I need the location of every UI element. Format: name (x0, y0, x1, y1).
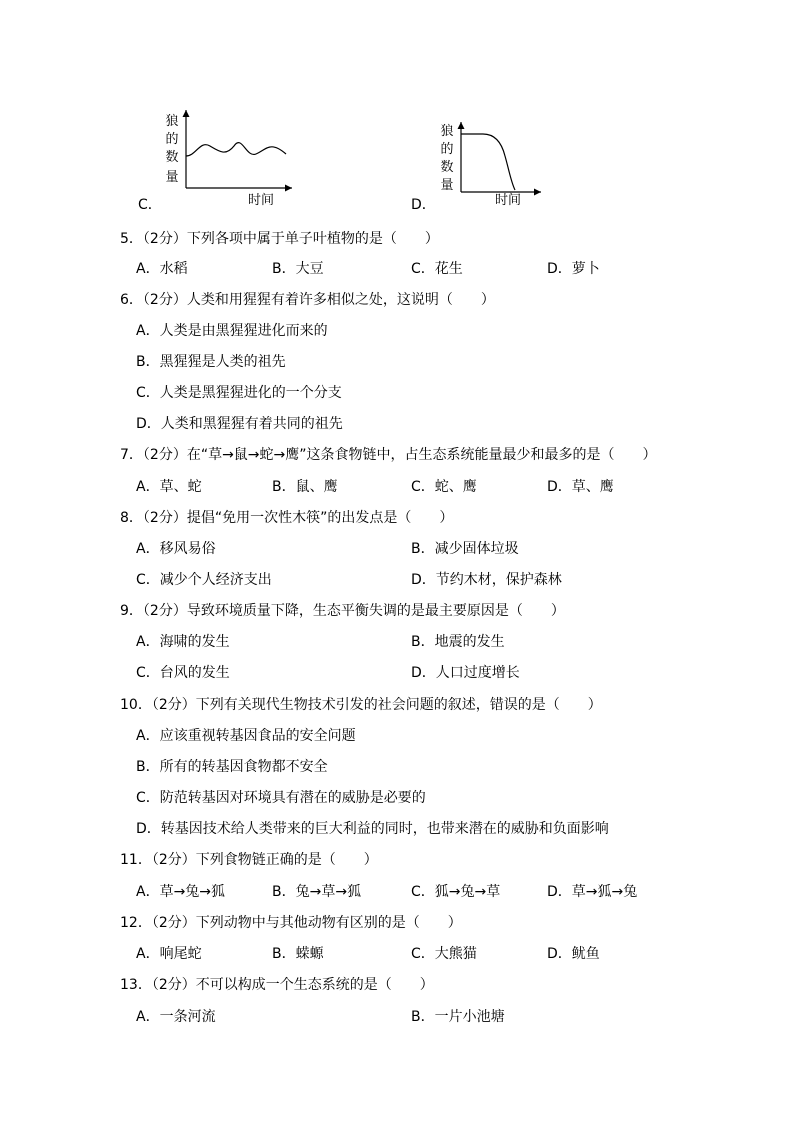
graph-c-letter: C． (138, 197, 162, 213)
graph-d-y-label-2: 的 (440, 142, 454, 157)
graph-c-x-label: 时间 (248, 193, 275, 208)
question-10-option-a: A．应该重视转基因食品的安全问题 (136, 728, 356, 744)
question-12-option-a: A．响尾蛇 (136, 946, 202, 962)
question-11-option-a: A．草→兔→狐 (136, 884, 226, 900)
graph-d-y-label-1: 狼 (440, 124, 454, 139)
question-12-stem: 12．（2分）下列动物中与其他动物有区别的是（ ） (120, 915, 462, 931)
question-10-option-c: C．防范转基因对环境具有潜在的威胁是必要的 (136, 790, 426, 806)
graph-c-y-label-3: 数 (165, 150, 179, 165)
question-8-option-a: A．移风易俗 (136, 541, 216, 557)
question-7-option-b: B．鼠、鹰 (272, 479, 338, 495)
question-5-option-b: B．大豆 (272, 261, 324, 277)
question-10-option-b: B．所有的转基因食物都不安全 (136, 759, 328, 775)
graph-c-y-label-2: 的 (165, 132, 179, 147)
graph-d (405, 100, 565, 220)
question-6-option-d: D．人类和黑猩猩有着共同的祖先 (136, 416, 343, 432)
question-12-option-b: B．蝾螈 (272, 946, 324, 962)
question-9-option-d: D．人口过度增长 (411, 665, 520, 681)
question-8-stem: 8．（2分）提倡“免用一次性木筷”的出发点是（ ） (120, 510, 454, 526)
question-5-option-a: A．水稻 (136, 261, 188, 277)
question-6-stem: 6．（2分）人类和用猩猩有着许多相似之处，这说明（ ） (120, 292, 495, 308)
question-6-option-c: C．人类是黑猩猩进化的一个分支 (136, 385, 342, 401)
question-11-stem: 11．（2分）下列食物链正确的是（ ） (120, 852, 378, 868)
graph-d-letter: D． (411, 197, 436, 213)
question-5-option-d: D．萝卜 (547, 261, 600, 277)
question-6-option-a: A．人类是由黑猩猩进化而来的 (136, 323, 328, 339)
graph-c (130, 100, 310, 220)
question-7-option-d: D．草、鹰 (547, 479, 614, 495)
question-9-option-c: C．台风的发生 (136, 665, 230, 681)
question-12-option-c: C．大熊猫 (411, 946, 477, 962)
question-13-option-a: A．一条河流 (136, 1009, 216, 1025)
graph-d-curve (461, 134, 515, 190)
question-7-option-c: C．蛇、鹰 (411, 479, 477, 495)
graph-d-y-label-4: 量 (440, 178, 454, 193)
question-13-stem: 13．（2分）不可以构成一个生态系统的是（ ） (120, 977, 434, 993)
question-7-option-a: A．草、蛇 (136, 479, 202, 495)
question-8-option-c: C．减少个人经济支出 (136, 572, 272, 588)
graph-c-y-label-4: 量 (165, 170, 179, 185)
question-13-option-b: B．一片小池塘 (411, 1009, 505, 1025)
question-9-stem: 9．（2分）导致环境质量下降，生态平衡失调的是最主要原因是（ ） (120, 603, 565, 619)
question-7-stem: 7．（2分）在“草→鼠→蛇→鹰”这条食物链中，占生态系统能量最少和最多的是（ ） (120, 447, 657, 463)
graph-d-x-label: 时间 (495, 193, 522, 208)
question-9-option-a: A．海啸的发生 (136, 634, 230, 650)
question-11-option-b: B．兔→草→狐 (272, 884, 362, 900)
graph-c-y-label-1: 狼 (165, 114, 179, 129)
question-11-option-d: D．草→狐→兔 (547, 884, 638, 900)
question-9-option-b: B．地震的发生 (411, 634, 505, 650)
question-6-option-b: B．黑猩猩是人类的祖先 (136, 354, 286, 370)
graph-c-curve (186, 143, 286, 156)
question-10-stem: 10．（2分）下列有关现代生物技术引发的社会问题的叙述，错误的是（ ） (120, 697, 602, 713)
question-8-option-d: D．节约木材，保护森林 (411, 572, 562, 588)
question-5-stem: 5．（2分）下列各项中属于单子叶植物的是（ ） (120, 231, 439, 247)
graph-d-y-label-3: 数 (440, 160, 454, 175)
question-12-option-d: D．鱿鱼 (547, 946, 600, 962)
question-8-option-b: B．减少固体垃圾 (411, 541, 519, 557)
question-10-option-d: D．转基因技术给人类带来的巨大利益的同时，也带来潜在的威胁和负面影响 (136, 821, 609, 837)
question-11-option-c: C．狐→兔→草 (411, 884, 501, 900)
question-5-option-c: C．花生 (411, 261, 463, 277)
